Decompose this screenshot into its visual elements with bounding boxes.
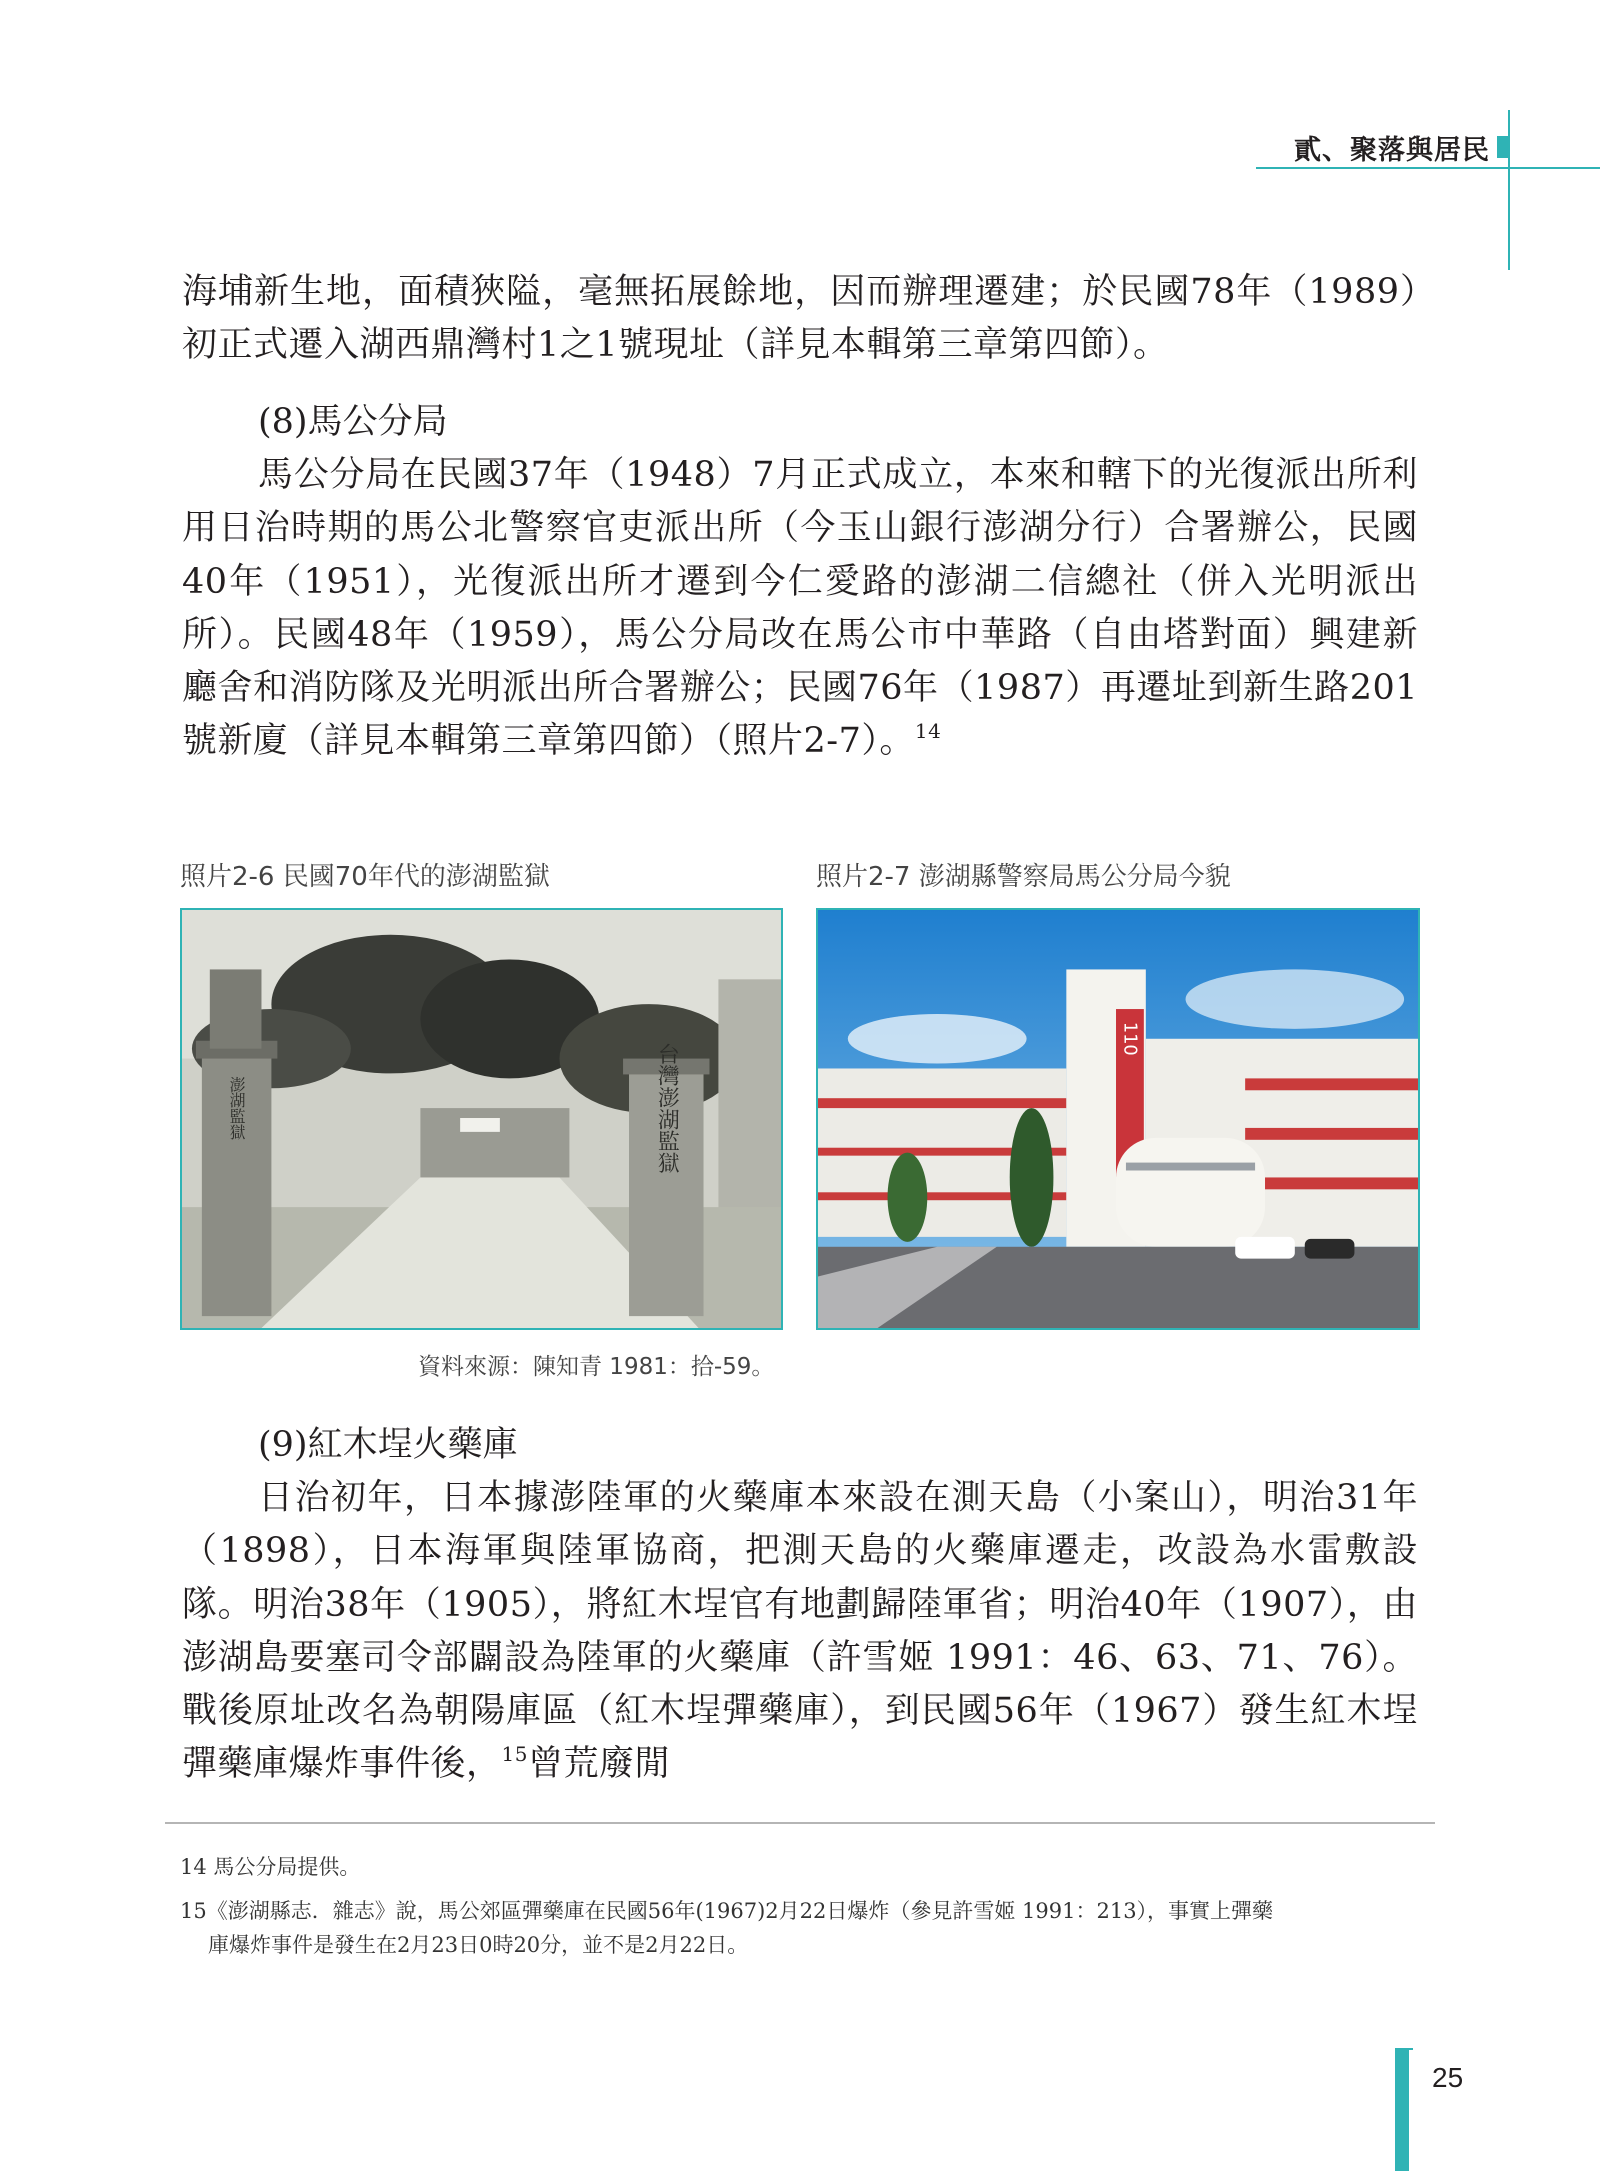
paragraph-continued: 海埔新生地，面積狹隘，毫無拓展餘地，因而辦理遷建；於民國78年（1989）初正式遷入湖西鼎灣村1之1號現址（詳見本輯第三章第四節）。	[182, 272, 1418, 366]
footnote-15	[180, 1894, 1420, 1962]
footnote-ref-15[interactable]: 15	[501, 1742, 528, 1767]
paragraph-section-9-text-a: 日治初年，日本據澎陸軍的火藥庫本來設在測天島（小案山），明治31年（1898），日本海軍與陸軍協商，把測天島的火藥庫遷走，改設為水雷敷設隊。明治38年（1905），將紅木埕官有地劃歸陸軍省；明治40年（1907），由澎湖島要塞司令部闢設為陸軍的火藥庫（許雪姬 1991：46、63、71、76）。戰後原址改名為朝陽庫區（紅木埕彈藥庫），到民國56年（1967）發生紅木埕彈藥庫爆炸事件後，	[182, 1478, 1418, 1785]
header-accent-block	[1497, 136, 1508, 158]
photo-source-note: 資料來源：陳知青 1981：拾-59。	[418, 1354, 775, 1380]
photo-caption-2-6: 照片2-6 民國70年代的澎湖監獄	[180, 862, 550, 892]
footnote-15-line2: 庫爆炸事件是發生在2月23日0時20分，並不是2月22日。	[208, 1933, 749, 1957]
photo-magong-police-bureau	[816, 908, 1420, 1330]
header-accent-vertical	[1508, 110, 1510, 270]
paragraph-section-8	[182, 449, 1418, 769]
section-heading-8: (8)馬公分局	[258, 402, 448, 442]
photo-penghu-prison	[180, 908, 783, 1330]
paragraph-section-9-text-b: 曾荒廢閒	[527, 1744, 670, 1785]
footnote-14: 14 馬公分局提供。	[180, 1855, 361, 1879]
tower-sign-110: 110	[1119, 1021, 1141, 1056]
footnote-ref-14[interactable]: 14	[914, 719, 942, 744]
header-accent-horizontal	[1256, 167, 1600, 169]
chapter-title: 貳、聚落與居民	[1294, 135, 1490, 166]
footnote-15-line1: 15《澎湖縣志．雜志》說，馬公郊區彈藥庫在民國56年(1967)2月22日爆炸（參見許雪姬 1991：213），事實上彈藥	[180, 1899, 1274, 1923]
page-number: 25	[1432, 2062, 1464, 2093]
photo-caption-2-7: 照片2-7 澎湖縣警察局馬公分局今貌	[816, 862, 1231, 892]
page-number-accent-bar	[1395, 2050, 1409, 2171]
footnote-divider	[165, 1822, 1435, 1824]
right-pillar-inscription: 台灣澎湖監獄	[654, 1042, 680, 1174]
section-heading-9: (9)紅木埕火藥庫	[258, 1425, 518, 1465]
paragraph-section-8-text: 馬公分局在民國37年（1948）7月正式成立，本來和轄下的光復派出所利用日治時期的馬公北警察官吏派出所（今玉山銀行澎湖分行）合署辦公，民國40年（1951），光復派出所才遷到今仁愛路的澎湖二信總社（併入光明派出所）。民國48年（1959），馬公分局改在馬公市中華路（自由塔對面）興建新廳舍和消防隊及光明派出所合署辦公；民國76年（1987）再遷址到新生路201號新廈（詳見本輯第三章第四節）（照片2-7）。	[182, 455, 1418, 762]
paragraph-section-9	[182, 1472, 1418, 1792]
left-pillar-inscription: 澎湖監獄	[227, 1076, 247, 1140]
